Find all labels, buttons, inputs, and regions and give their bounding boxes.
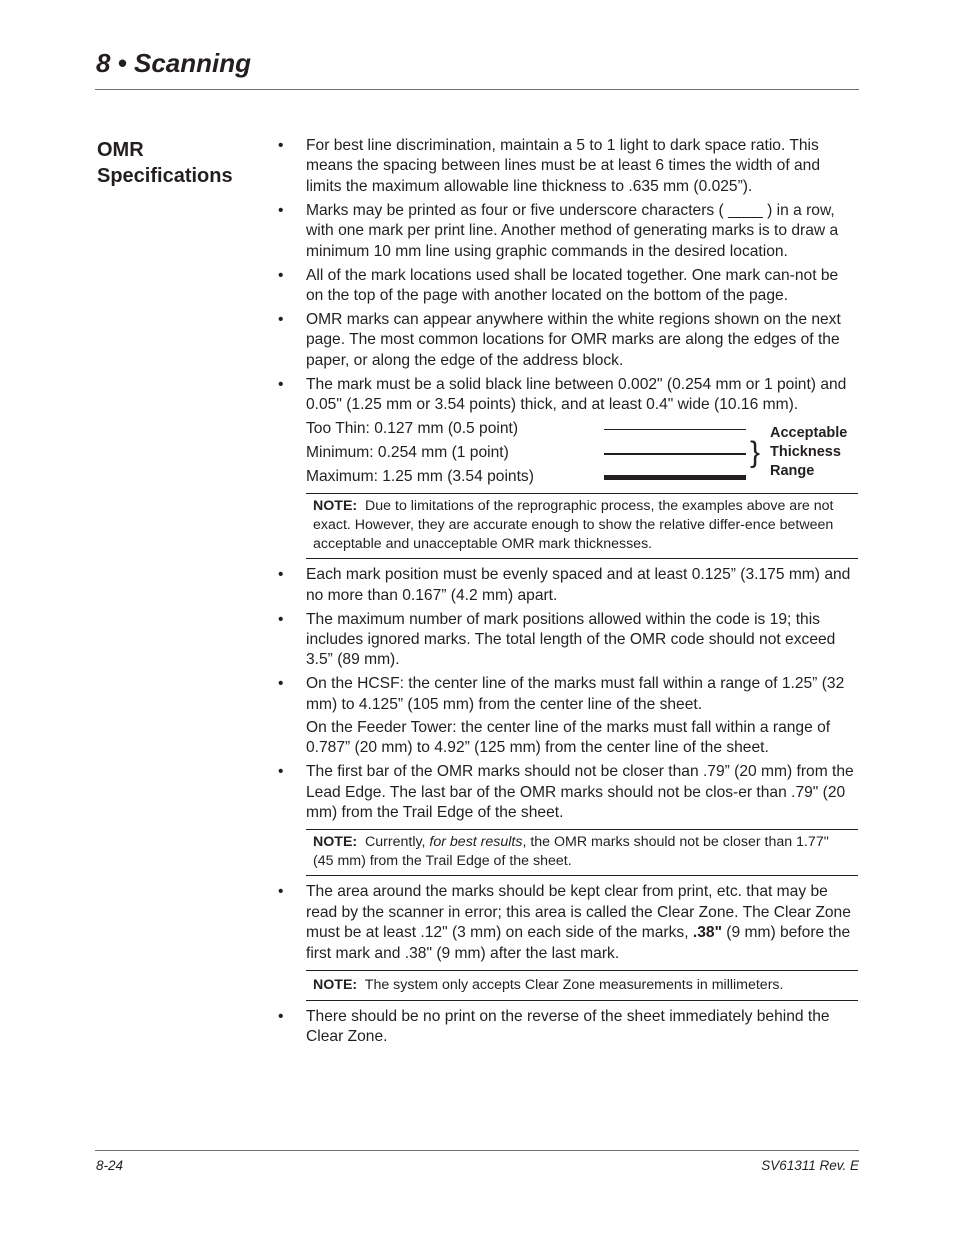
note-box — [306, 493, 858, 559]
bullet-item — [278, 1007, 858, 1048]
bullet-dot: • — [278, 137, 284, 154]
bullet-dot: • — [278, 266, 284, 284]
bullet-item — [278, 201, 858, 262]
bullet-dot: • — [278, 201, 284, 219]
page-number: 8-24 — [96, 1158, 124, 1173]
minimum-line — [604, 453, 746, 455]
footer-rule — [95, 1150, 859, 1151]
chapter-title: 8 • Scanning — [96, 48, 252, 78]
acceptable-label-line-1: Acceptable — [770, 425, 848, 442]
bullet-item — [278, 136, 858, 197]
bullet-text: All of the mark locations used shall be located together. One mark can-not be on the top of the page with another located on the bottom of the page. — [306, 266, 839, 305]
bullet-text: Marks may be printed as four or five underscore characters ( ____ ) in a row, with one mark per print line. Another method of generating marks is to draw a minimum 10 mm line using graphic commands in the desired location. — [306, 201, 839, 260]
bullet-text: Each mark position must be evenly spaced and at least 0.125” (3.175 mm) and no more than 0.167” (4.2 mm) apart. — [306, 566, 851, 604]
too-thin-line — [604, 429, 746, 430]
header-rule — [95, 89, 859, 90]
bullet-dot: • — [278, 566, 284, 584]
note-box — [306, 970, 858, 1001]
bullet-item — [278, 565, 858, 606]
note-label: NOTE: — [313, 834, 358, 851]
bullet-item — [278, 610, 858, 671]
bullet-text: The first bar of the OMR marks should not be closer than .79” (20 mm) from the Lead Edge. The last bar of the OMR marks should not be clos-er than .79" (20 mm) from the Trail Edge of the sheet. — [306, 763, 854, 821]
bullet-dot: • — [278, 675, 284, 693]
note-label: NOTE: — [313, 498, 358, 515]
bullet-item — [278, 882, 858, 964]
note-text-post: , the OMR marks should not be closer than 1.77" (45 mm) from the Trail Edge of the sheet. — [313, 834, 829, 870]
bullet-dot: • — [278, 883, 284, 901]
bullet-text: There should be no print on the reverse of the sheet immediately behind the Clear Zone. — [306, 1008, 830, 1046]
acceptable-range-label — [770, 424, 847, 481]
document-id: SV61311 Rev. E — [761, 1158, 859, 1173]
note-text: The system only accepts Clear Zone measurements in millimeters. — [364, 977, 784, 994]
bullet-text: For best line discrimination, maintain a 5 to 1 light to dark space ratio. This means the spacing between lines must be at least 6 times the width of and limits the maximum allowable line thickness to .635 mm (0.025”). — [306, 137, 821, 195]
clear-zone-bold: .38" — [692, 924, 722, 942]
section-title — [97, 137, 233, 189]
thickness-examples — [306, 419, 858, 490]
note-text-pre: Currently, — [365, 834, 430, 851]
bullet-text: The mark must be a solid black line between 0.002" (0.254 mm or 1 point) and 0.05" (1.25 mm or 3.54 points) thick, and at least 0.4" wide (10.16 mm). — [306, 375, 847, 414]
minimum-label: Minimum: 0.254 mm (1 point) — [306, 444, 509, 462]
bullet-dot: • — [278, 311, 284, 329]
bullet-item — [278, 762, 858, 823]
bullet-item — [278, 375, 858, 416]
bullet-dot: • — [278, 763, 284, 781]
feeder-tower-paragraph: On the Feeder Tower: the center line of the marks must fall within a range of 0.787” (20 mm) to 4.92” (125 mm) from the center line of the sheet. — [306, 718, 831, 757]
bullet-item — [278, 310, 858, 371]
note-box — [306, 829, 858, 876]
bullet-text: The maximum number of mark positions allowed within the code is 19; this includes ignored marks. The total length of the OMR code should not exceed 3.5” (89 mm). — [306, 610, 836, 669]
bullet-dot: • — [278, 610, 284, 628]
bullet-item — [278, 674, 858, 715]
acceptable-label-line-2: Thickness — [770, 444, 841, 461]
bullet-text: OMR marks can appear anywhere within the white regions shown on the next page. The most common locations for OMR marks are along the edges of the paper, or along the edge of the address block. — [306, 311, 841, 369]
brace-icon: } — [750, 436, 761, 470]
bullet-dot: • — [278, 375, 284, 393]
bullet-item — [278, 266, 858, 307]
maximum-label: Maximum: 1.25 mm (3.54 points) — [306, 468, 534, 486]
acceptable-label-line-3: Range — [770, 463, 815, 480]
section-title-line-1: OMR — [97, 139, 144, 161]
note-text: Due to limitations of the reprographic process, the examples above are not exact. However, they are accurate enough to show the relative differ-ence between acceptable and unacceptable OMR mark thicknesses. — [313, 498, 834, 553]
note-label: NOTE: — [313, 977, 358, 994]
content-column — [278, 136, 858, 1051]
too-thin-label: Too Thin: 0.127 mm (0.5 point) — [306, 420, 519, 438]
bullet-dot: • — [278, 1008, 284, 1026]
note-text-italic: for best results — [429, 834, 523, 851]
maximum-line — [604, 475, 746, 480]
section-title-line-2: Specifications — [97, 165, 233, 187]
clear-zone-text: The area around the marks should be kept clear from print, etc. that may be read by the scanner in error; this area is called the Clear Zone. The Clear Zone must be at least .12" (3 mm) on each side of the marks, — [306, 883, 851, 942]
clear-zone-text-end: (9 mm) before the first mark and .38" (9 mm) after the last mark. — [306, 924, 851, 962]
bullet-text: On the HCSF: the center line of the marks must fall within a range of 1.25” (32 mm) to 4.125” (105 mm) from the center line of the sheet. — [306, 675, 845, 713]
